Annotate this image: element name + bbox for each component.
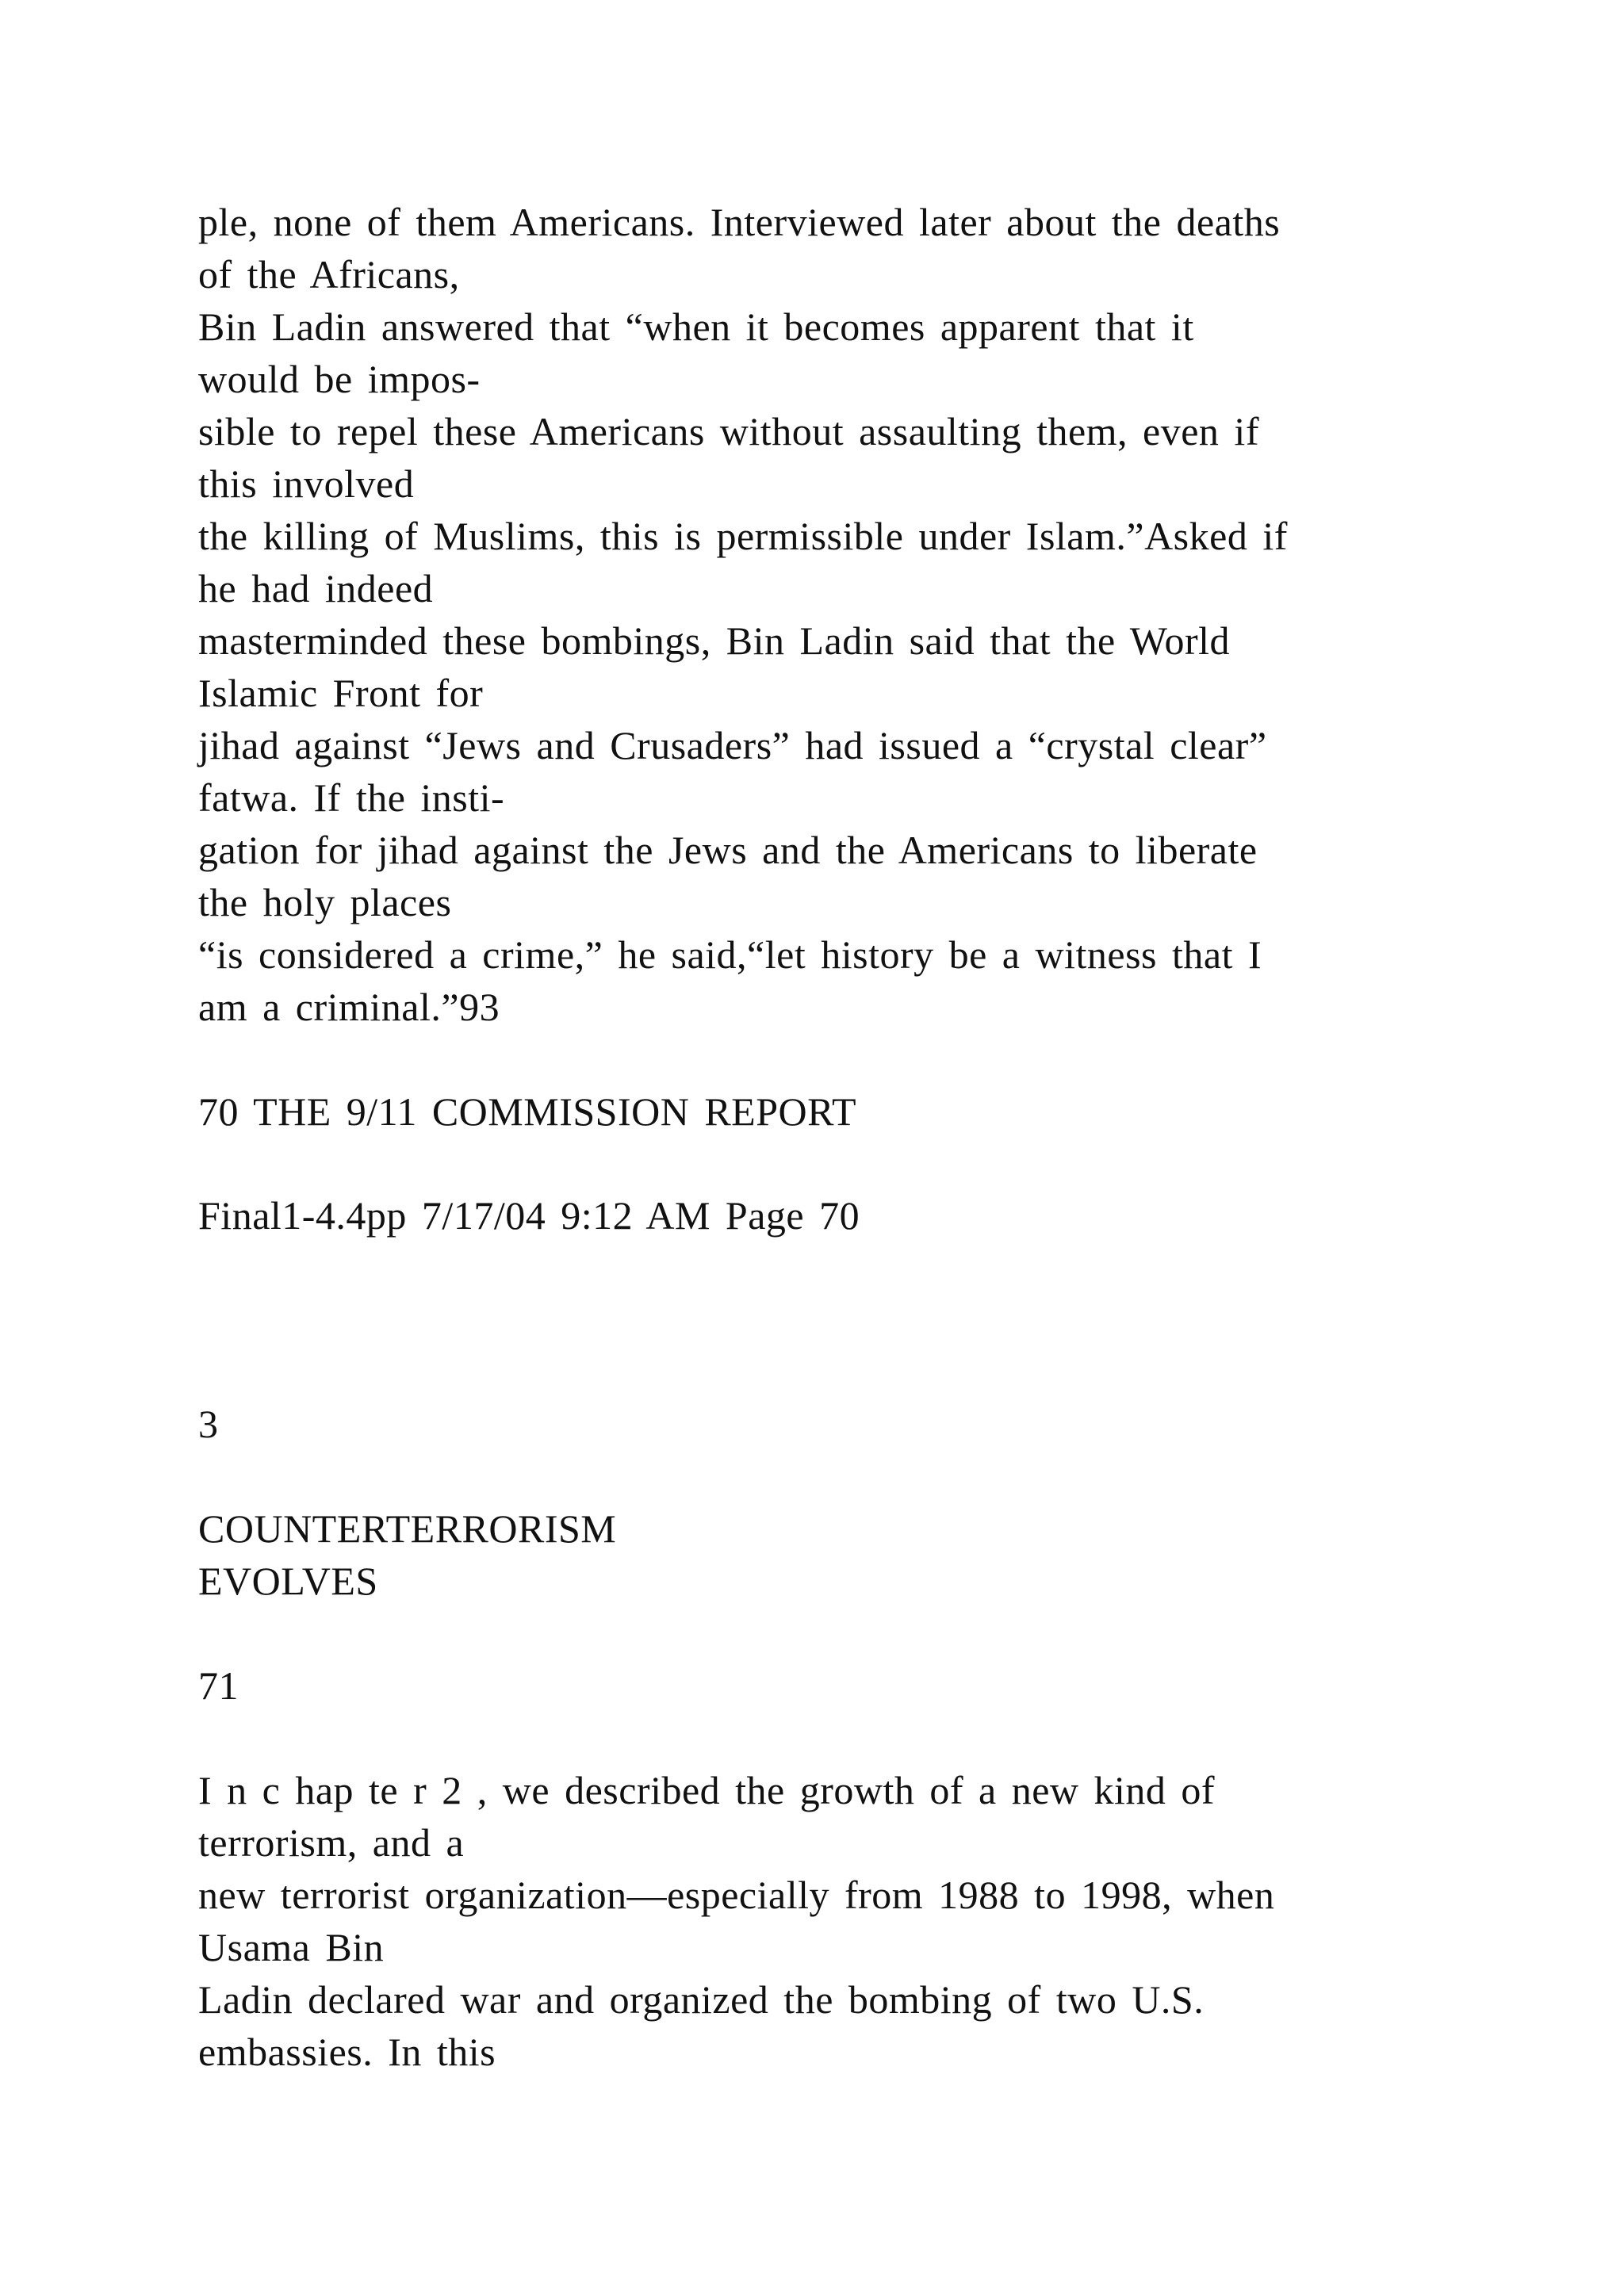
text-line: would be impos- (198, 357, 481, 401)
running-footer: 70 THE 9/11 COMMISSION REPORT (198, 1089, 857, 1134)
text-line: jihad against “Jews and Crusaders” had issued a “crystal clear” (198, 723, 1267, 767)
text-line: this involved (198, 461, 415, 506)
text-line: Bin Ladin answered that “when it becomes apparent that it (198, 304, 1194, 349)
text-line: fatwa. If the insti- (198, 775, 505, 820)
text-line: embassies. In this (198, 2030, 496, 2074)
chapter-title-line: COUNTERTERRORISM (198, 1506, 617, 1551)
text-line: sible to repel these Americans without assaulting them, even if (198, 409, 1259, 453)
text-line: terrorism, and a (198, 1820, 465, 1865)
text-line: gation for jihad against the Jews and the Americans to liberate (198, 828, 1258, 872)
text-line: of the Africans, (198, 252, 460, 297)
text-line: Ladin declared war and organized the bombing of two U.S. (198, 1977, 1205, 2022)
text-line: the killing of Muslims, this is permissible under Islam.”Asked if (198, 514, 1288, 558)
text-line: “is considered a crime,” he said,“let history be a witness that I (198, 932, 1262, 977)
text-line: new terrorist organization—especially from 1988 to 1998, when (198, 1873, 1275, 1917)
text-line: he had indeed (198, 566, 434, 610)
text-line: Islamic Front for (198, 671, 484, 715)
text-line: I n c hap te r 2 , we described the growth of a new kind of (198, 1768, 1216, 1812)
page-number: 71 (198, 1663, 239, 1708)
text-line: ple, none of them Americans. Interviewed later about the deaths (198, 200, 1281, 244)
chapter-title-line: EVOLVES (198, 1559, 378, 1603)
text-line: the holy places (198, 880, 452, 924)
text-line: am a criminal.”93 (198, 985, 500, 1029)
print-slug: Final1-4.4pp 7/17/04 9:12 AM Page 70 (198, 1193, 860, 1238)
text-line: masterminded these bombings, Bin Ladin said that the World (198, 618, 1231, 663)
chapter-number: 3 (198, 1402, 219, 1446)
text-line: Usama Bin (198, 1925, 385, 1969)
